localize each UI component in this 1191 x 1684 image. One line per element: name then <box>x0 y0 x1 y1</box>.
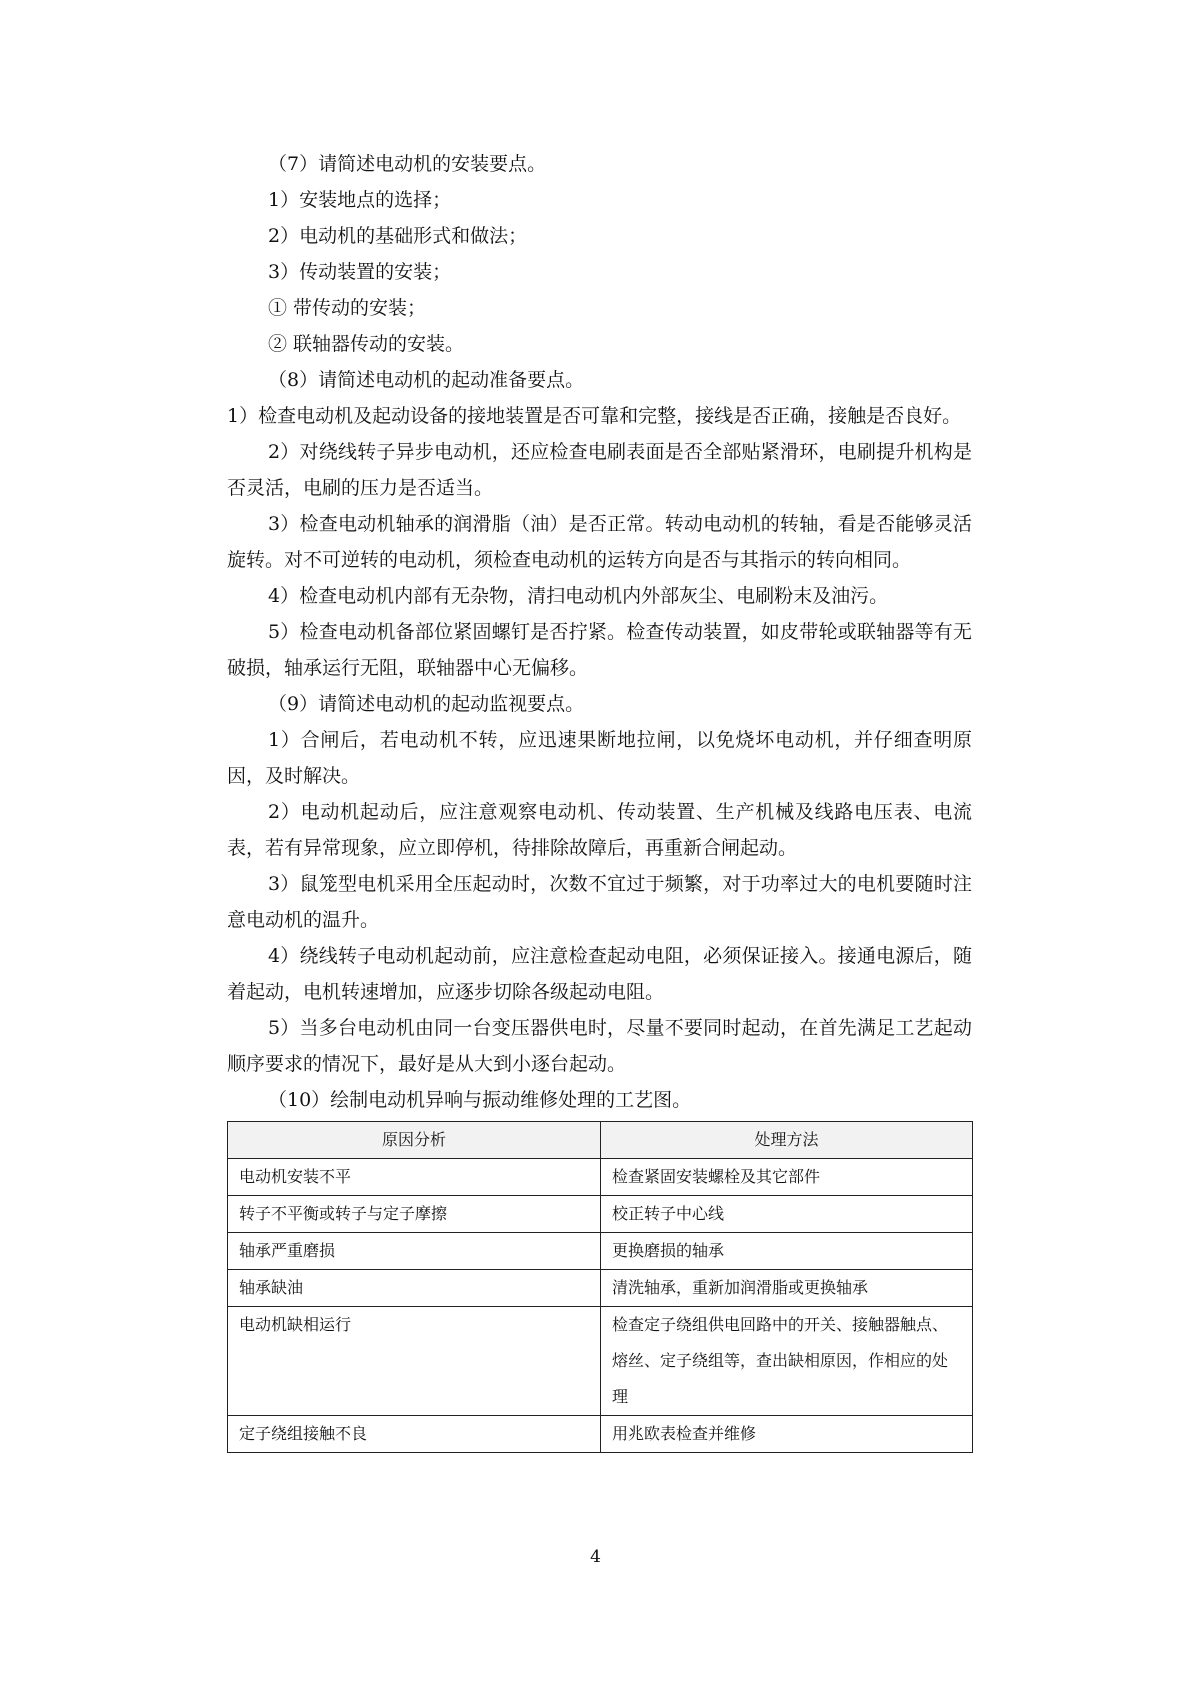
table-row <box>228 1196 973 1233</box>
section-8-item: 5）检查电动机备部位紧固螺钉是否拧紧。检查传动装置，如皮带轮或联轴器等有无破损，轴承运行无阻，联轴器中心无偏移。 <box>227 621 972 679</box>
page-number: 4 <box>590 1547 601 1567</box>
table-row <box>228 1416 973 1453</box>
table-cell-cause: 轴承缺油 <box>228 1270 601 1307</box>
section-8-item: 4）检查电动机内部有无杂物，清扫电动机内外部灰尘、电刷粉末及油污。 <box>268 585 889 607</box>
table-cell-cause: 轴承严重磨损 <box>228 1233 601 1270</box>
section-9-item: 3）鼠笼型电机采用全压起动时，次数不宜过于频繁，对于功率过大的电机要随时注意电动机的温升。 <box>227 873 972 931</box>
section-10-heading: （10）绘制电动机异响与振动维修处理的工艺图。 <box>268 1089 692 1111</box>
table-cell-remedy: 用兆欧表检查并维修 <box>601 1416 973 1453</box>
section-7-item: 3）传动装置的安装； <box>268 261 452 283</box>
table-cell-remedy: 更换磨损的轴承 <box>601 1233 973 1270</box>
table-row <box>228 1159 973 1196</box>
section-7-item: 1）安装地点的选择； <box>268 189 452 211</box>
table-header-cell: 处理方法 <box>601 1122 973 1159</box>
section-8-heading: （8）请简述电动机的起动准备要点。 <box>268 369 585 391</box>
table-row <box>228 1270 973 1307</box>
table-cell-remedy: 检查紧固安装螺栓及其它部件 <box>601 1159 973 1196</box>
document-body <box>227 146 972 1453</box>
section-9-item: 1）合闸后，若电动机不转，应迅速果断地拉闸，以免烧坏电动机，并仔细查明原因，及时解决。 <box>227 729 972 787</box>
section-8-item: 3）检查电动机轴承的润滑脂（油）是否正常。转动电动机的转轴，看是否能够灵活旋转。对不可逆转的电动机，须检查电动机的运转方向是否与其指示的转向相同。 <box>227 513 972 571</box>
table-cell-cause: 电动机缺相运行 <box>228 1307 601 1416</box>
fault-table <box>227 1121 973 1453</box>
table-row <box>228 1233 973 1270</box>
section-8-item: 2）对绕线转子异步电动机，还应检查电刷表面是否全部贴紧滑环，电刷提升机构是否灵活，电刷的压力是否适当。 <box>227 441 972 499</box>
table-cell-remedy: 清洗轴承，重新加润滑脂或更换轴承 <box>601 1270 973 1307</box>
table-header-cell: 原因分析 <box>228 1122 601 1159</box>
table-cell-remedy: 校正转子中心线 <box>601 1196 973 1233</box>
table-cell-cause: 转子不平衡或转子与定子摩擦 <box>228 1196 601 1233</box>
table-cell-cause: 电动机安装不平 <box>228 1159 601 1196</box>
section-7-item: ① 带传动的安装； <box>268 297 427 319</box>
section-9-item: 5）当多台电动机由同一台变压器供电时，尽量不要同时起动，在首先满足工艺起动顺序要求的情况下，最好是从大到小逐台起动。 <box>227 1017 972 1075</box>
section-7-heading: （7）请简述电动机的安装要点。 <box>268 153 547 175</box>
table-row <box>228 1307 973 1416</box>
section-9-item: 4）绕线转子电动机起动前，应注意检查起动电阻，必须保证接入。接通电源后，随着起动，电机转速增加，应逐步切除各级起动电阻。 <box>227 945 972 1003</box>
section-8-item: 1）检查电动机及起动设备的接地装置是否可靠和完整，接线是否正确，接触是否良好。 <box>227 405 962 427</box>
table-cell-cause: 定子绕组接触不良 <box>228 1416 601 1453</box>
section-9-heading: （9）请简述电动机的起动监视要点。 <box>268 693 585 715</box>
section-7-item: ② 联轴器传动的安装。 <box>268 333 465 355</box>
section-7-item: 2）电动机的基础形式和做法； <box>268 225 528 247</box>
table-header-row <box>228 1122 973 1159</box>
section-9-item: 2）电动机起动后，应注意观察电动机、传动装置、生产机械及线路电压表、电流表，若有异常现象，应立即停机，待排除故障后，再重新合闸起动。 <box>227 801 972 859</box>
table-cell-remedy: 检查定子绕组供电回路中的开关、接触器触点、熔丝、定子绕组等，查出缺相原因，作相应的处理 <box>601 1307 973 1416</box>
